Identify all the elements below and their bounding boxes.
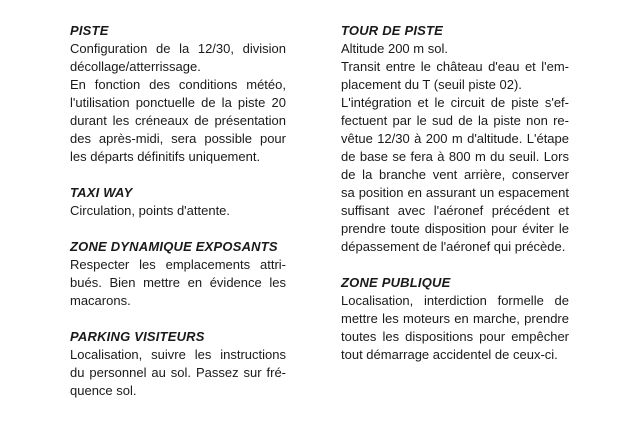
- section-title: ZONE DYNAMIQUE EXPOSANTS: [70, 239, 278, 254]
- text-line: Circulation, points d'attente.: [70, 203, 231, 218]
- text-line: durant les créneaux de présentation: [70, 113, 286, 128]
- text-line: les départs définitifs uniquement.: [70, 149, 261, 164]
- section-title: PARKING VISITEURS: [70, 329, 205, 344]
- section-zone-publique: [341, 274, 569, 364]
- text-line: des après-midi, sera possible pour: [70, 131, 286, 146]
- left-column: [70, 22, 286, 418]
- text-line: mettre les moteurs en marche, prendre: [341, 311, 569, 326]
- text-line: macarons.: [70, 293, 131, 308]
- text-line: de base se fera à 800 m du seuil. Lors: [341, 149, 569, 164]
- text-line: du personnel au sol. Passez sur fré-: [70, 365, 286, 380]
- section-title: TAXI WAY: [70, 185, 133, 200]
- text-line: Localisation, interdiction formelle de: [341, 293, 569, 308]
- section-taxi-way: [70, 184, 286, 220]
- text-line: Altitude 200 m sol.: [341, 41, 448, 56]
- text-line: suffisant avec l'aéronef précédent et: [341, 203, 569, 218]
- section-zone-dynamique-exposants: [70, 238, 286, 310]
- text-line: En fonction des conditions météo,: [70, 77, 286, 92]
- section-tour-de-piste: [341, 22, 569, 256]
- text-line: tout démarrage accidentel de ceux-ci.: [341, 347, 558, 362]
- text-line: dépassement de l'aéronef qui précède.: [341, 239, 566, 254]
- text-line: décollage/atterrissage.: [70, 59, 201, 74]
- text-line: fectuent par le sud de la piste non re-: [341, 113, 569, 128]
- text-line: L'intégration et le circuit de piste s'ef-: [341, 95, 569, 110]
- section-parking-visiteurs: [70, 328, 286, 400]
- text-line: Respecter les emplacements attri-: [70, 257, 286, 272]
- text-line: Transit entre le château d'eau et l'em-: [341, 59, 569, 74]
- text-line: prendre toute disposition pour éviter le: [341, 221, 569, 236]
- text-line: de la branche vent arrière, conserver: [341, 167, 569, 182]
- text-line: l'utilisation ponctuelle de la piste 20: [70, 95, 286, 110]
- text-line: Configuration de la 12/30, division: [70, 41, 286, 56]
- text-line: quence sol.: [70, 383, 137, 398]
- section-title: ZONE PUBLIQUE: [341, 275, 451, 290]
- text-line: vêtue 12/30 à 200 m d'altitude. L'étape: [341, 131, 569, 146]
- text-line: sa position en assurant un espacement: [341, 185, 569, 200]
- text-line: bués. Bien mettre en évidence les: [70, 275, 286, 290]
- text-line: toutes les dispositions pour empêcher: [341, 329, 569, 344]
- section-title: PISTE: [70, 23, 109, 38]
- section-title: TOUR DE PISTE: [341, 23, 444, 38]
- right-column: [341, 22, 569, 382]
- text-line: Localisation, suivre les instructions: [70, 347, 286, 362]
- text-line: placement du T (seuil piste 02).: [341, 77, 522, 92]
- section-piste: [70, 22, 286, 166]
